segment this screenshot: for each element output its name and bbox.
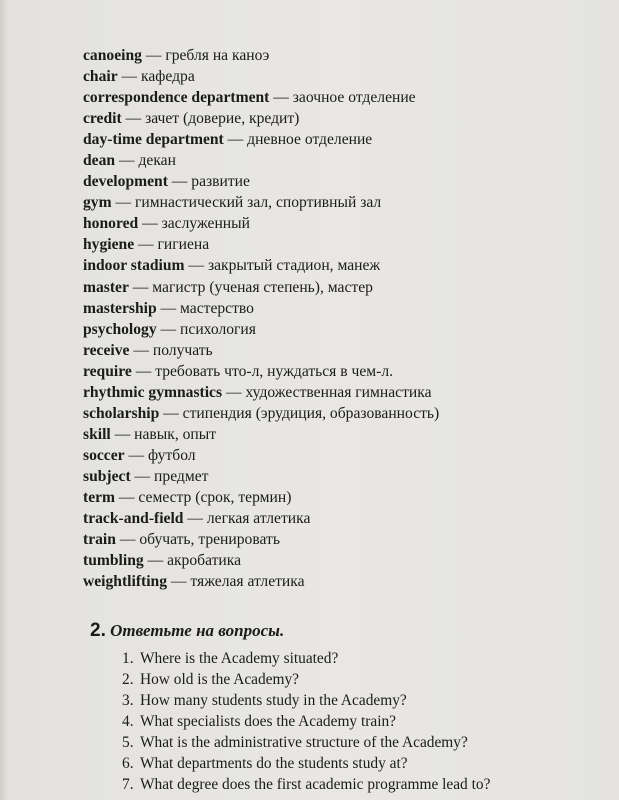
question-item <box>122 648 490 669</box>
glossary-entry <box>83 466 439 487</box>
glossary-translation: навык, опыт <box>134 425 217 443</box>
question-number: 4. <box>122 713 134 730</box>
glossary-dash: — <box>167 173 192 191</box>
glossary-translation: заочное отделение <box>292 89 416 107</box>
glossary-list <box>83 45 439 592</box>
glossary-dash: — <box>115 152 139 170</box>
glossary-term: day-time department <box>83 131 224 149</box>
glossary-entry <box>83 529 439 550</box>
question-number: 7. <box>122 776 134 793</box>
glossary-term: require <box>83 362 132 380</box>
glossary-dash: — <box>156 320 181 338</box>
glossary-translation: магистр (ученая степень), мастер <box>152 278 373 296</box>
glossary-dash: — <box>117 68 142 86</box>
glossary-translation: легкая атлетика <box>206 510 311 528</box>
glossary-dash: — <box>134 236 158 254</box>
glossary-entry <box>83 319 439 340</box>
task-text: Ответьте на вопросы. <box>110 621 285 640</box>
glossary-translation: мастерство <box>180 299 254 317</box>
glossary-term: hygiene <box>83 236 135 254</box>
glossary-dash: — <box>138 215 162 233</box>
glossary-translation: акробатика <box>167 552 242 570</box>
glossary-term: canoeing <box>83 47 142 64</box>
question-text: How old is the Academy? <box>140 671 300 688</box>
glossary-dash: — <box>184 257 208 275</box>
glossary-entry <box>83 66 439 87</box>
glossary-entry <box>83 87 439 108</box>
glossary-entry <box>83 424 439 445</box>
glossary-entry <box>83 255 439 276</box>
glossary-term: master <box>83 278 129 296</box>
glossary-dash: — <box>124 446 148 464</box>
glossary-translation: семестр (срок, термин) <box>138 488 292 506</box>
glossary-entry <box>83 550 439 571</box>
glossary-dash: — <box>115 531 140 549</box>
glossary-translation: получать <box>152 341 213 359</box>
glossary-entry <box>83 571 439 592</box>
question-number: 5. <box>122 734 134 751</box>
glossary-dash: — <box>111 194 135 212</box>
glossary-term: soccer <box>83 446 125 464</box>
glossary-translation: зачет (доверие, кредит) <box>145 110 300 128</box>
question-item <box>122 690 490 711</box>
question-item <box>122 732 490 753</box>
glossary-translation: гимнастический зал, спортивный зал <box>134 194 382 212</box>
glossary-dash: — <box>115 488 139 506</box>
glossary-term: train <box>83 531 116 549</box>
question-item <box>122 711 490 732</box>
glossary-term: skill <box>83 425 111 443</box>
glossary-term: rhythmic gymnastics <box>83 383 223 401</box>
glossary-translation: заслуженный <box>161 215 250 233</box>
glossary-entry <box>83 403 439 424</box>
glossary-translation: художественная гимнастика <box>245 383 432 401</box>
question-text: How many students study in the Academy? <box>140 692 407 709</box>
glossary-dash: — <box>156 299 181 317</box>
glossary-dash: — <box>141 47 166 64</box>
glossary-dash: — <box>131 362 156 380</box>
glossary-entry <box>83 277 439 298</box>
glossary-dash: — <box>222 383 246 401</box>
glossary-dash: — <box>167 573 191 591</box>
question-number: 1. <box>122 650 134 667</box>
glossary-entry <box>83 171 439 192</box>
glossary-dash: — <box>159 404 183 422</box>
glossary-dash: — <box>110 425 135 443</box>
glossary-dash: — <box>269 89 293 107</box>
glossary-translation: футбол <box>147 446 196 464</box>
glossary-entry <box>83 340 439 361</box>
glossary-entry <box>83 192 439 213</box>
glossary-translation: декан <box>138 152 176 170</box>
glossary-dash: — <box>130 467 155 485</box>
glossary-translation: гребля на каноэ <box>165 47 270 64</box>
glossary-entry <box>83 234 439 255</box>
glossary-term: chair <box>83 68 118 86</box>
questions-list <box>122 648 490 795</box>
glossary-entry <box>83 150 439 171</box>
glossary-term: gym <box>83 194 112 212</box>
glossary-term: indoor stadium <box>83 257 185 275</box>
glossary-dash: — <box>129 341 153 359</box>
glossary-term: correspondence department <box>83 89 270 107</box>
question-text: What degree does the first academic programme lead to? <box>140 776 491 793</box>
task-heading <box>90 620 284 642</box>
task-number: 2. <box>90 620 106 641</box>
question-item <box>122 753 490 774</box>
glossary-entry <box>83 129 439 150</box>
glossary-translation: дневное отделение <box>247 131 373 149</box>
glossary-translation: гигиена <box>157 236 210 254</box>
page-edge <box>0 0 8 800</box>
glossary-entry <box>83 487 439 508</box>
glossary-dash: — <box>128 278 153 296</box>
glossary-dash: — <box>223 131 248 149</box>
glossary-translation: обучать, тренировать <box>139 531 280 549</box>
glossary-translation: развитие <box>191 173 250 191</box>
glossary-entry <box>83 298 439 319</box>
glossary-dash: — <box>143 552 168 570</box>
glossary-translation: стипендия (эрудиция, образованность) <box>182 404 440 422</box>
question-number: 2. <box>122 671 134 688</box>
glossary-term: tumbling <box>83 552 144 570</box>
glossary-dash: — <box>183 510 207 528</box>
question-item <box>122 774 490 795</box>
glossary-term: weightlifting <box>83 573 168 591</box>
glossary-entry <box>83 361 439 382</box>
glossary-translation: закрытый стадион, манеж <box>207 257 381 275</box>
question-text: What is the administrative structure of the Academy? <box>140 734 468 751</box>
glossary-entry <box>83 108 439 129</box>
glossary-entry <box>83 213 439 234</box>
glossary-entry <box>83 445 439 466</box>
question-number: 3. <box>122 692 134 709</box>
glossary-term: term <box>83 488 116 506</box>
glossary-term: receive <box>83 341 130 359</box>
glossary-entry <box>83 45 439 66</box>
glossary-term: honored <box>83 215 139 233</box>
glossary-translation: кафедра <box>141 68 195 86</box>
question-text: Where is the Academy situated? <box>140 650 339 667</box>
glossary-term: subject <box>83 467 131 485</box>
question-item <box>122 669 490 690</box>
glossary-dash: — <box>121 110 146 128</box>
glossary-term: psychology <box>83 320 157 338</box>
glossary-term: scholarship <box>83 404 160 422</box>
glossary-entry <box>83 382 439 403</box>
glossary-term: credit <box>83 110 122 128</box>
glossary-term: development <box>83 173 168 191</box>
glossary-term: dean <box>83 152 116 170</box>
question-text: What specialists does the Academy train? <box>140 713 396 730</box>
glossary-term: track-and-field <box>83 510 184 528</box>
question-number: 6. <box>122 755 134 772</box>
question-text: What departments do the students study at? <box>140 755 408 772</box>
glossary-translation: предмет <box>154 467 209 485</box>
glossary-translation: психология <box>180 320 256 338</box>
glossary-entry <box>83 508 439 529</box>
glossary-translation: требовать что-л, нуждаться в чем-л. <box>155 362 394 380</box>
glossary-term: mastership <box>83 299 157 317</box>
glossary-translation: тяжелая атлетика <box>190 573 305 591</box>
